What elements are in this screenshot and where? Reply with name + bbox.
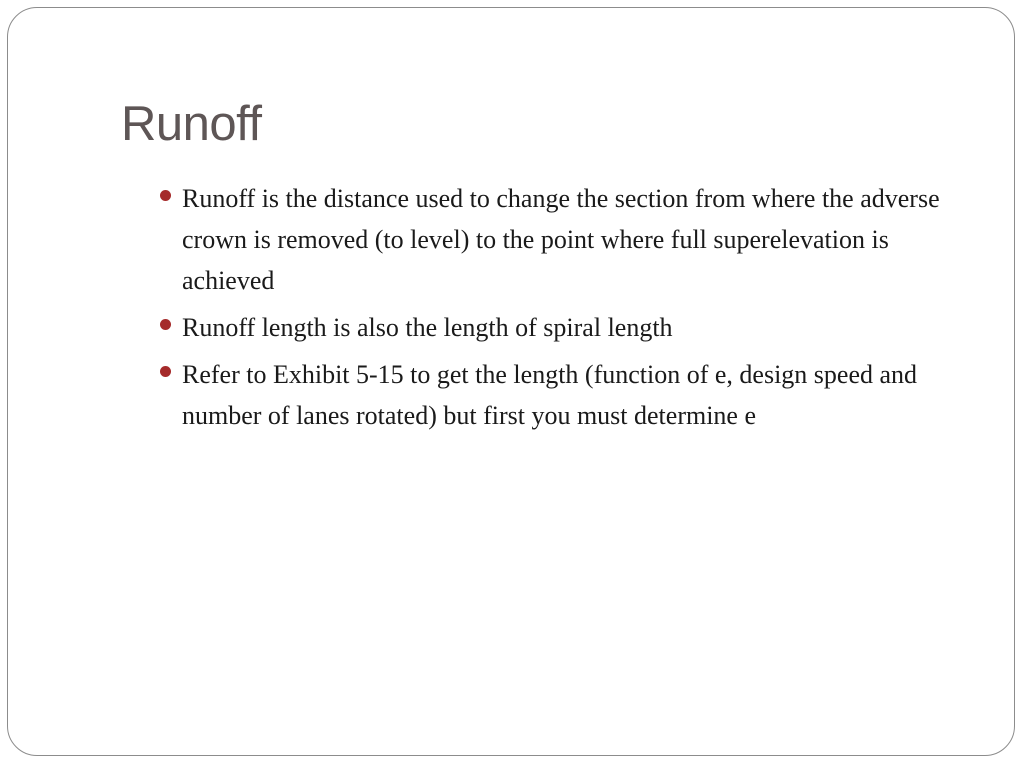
- bullet-item: [158, 307, 968, 348]
- slide-title: Runoff: [121, 97, 262, 151]
- bullet-list: [158, 178, 968, 442]
- slide: [7, 7, 1015, 756]
- bullet-item: [158, 354, 968, 436]
- bullet-text: Runoff is the distance used to change the section from where the adverse crown is removed (to level) to the point where full superelevation is achieved: [182, 184, 940, 295]
- bullet-dot-icon: [160, 366, 171, 377]
- bullet-dot-icon: [160, 319, 171, 330]
- bullet-dot-icon: [160, 190, 171, 201]
- bullet-item: [158, 178, 968, 301]
- bullet-text: Runoff length is also the length of spiral length: [182, 313, 673, 342]
- bullet-text: Refer to Exhibit 5-15 to get the length (function of e, design speed and number of lanes rotated) but first you must determine e: [182, 360, 918, 430]
